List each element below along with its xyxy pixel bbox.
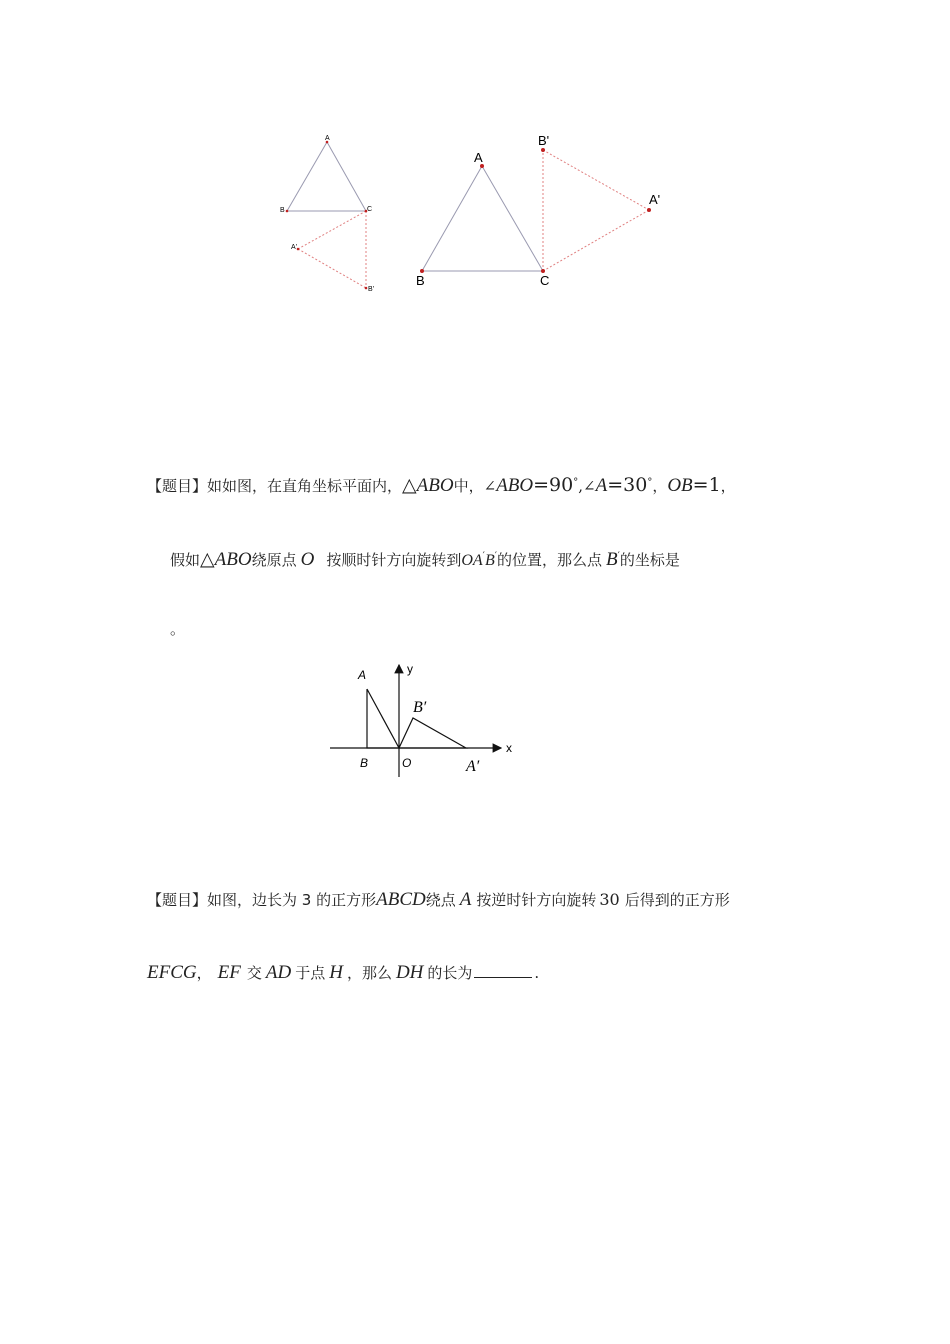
q2-l2-period: . [534, 964, 540, 982]
q2-tag: 【题目】 [147, 891, 208, 909]
q1-tag: 【题目】 [147, 477, 208, 495]
q1-angle-abo-value: =90 [533, 474, 574, 496]
q1-angle-a-name: A [595, 475, 608, 496]
q1-triangle-symbol: △ [402, 474, 417, 496]
q2-math-dh: DH [395, 962, 424, 983]
q2-line2 [147, 962, 539, 984]
q1-l2-math-oa: OA [461, 552, 483, 569]
q1-text-1: 如如图，在直角坐标平面内， [207, 477, 403, 495]
q1-label-y: y [407, 662, 413, 676]
small-label-a-prime: A' [291, 244, 298, 251]
q1-degree-2: ° [647, 477, 653, 488]
q1-l2-triangle-symbol: △ [200, 548, 215, 570]
q1-math-ob: OB [667, 475, 693, 496]
q2-angle-30: 30 [599, 890, 620, 909]
small-side-ab [287, 142, 327, 211]
q2-math-h: H [329, 962, 343, 983]
q2-answer-blank[interactable] [474, 963, 532, 978]
q1-l2-prime-1: ′ [482, 551, 485, 562]
large-label-a: A [474, 150, 483, 165]
q2-math-ad: AD [265, 962, 292, 983]
q1-text-4: ， [720, 477, 736, 495]
q1-text-3: ， [652, 477, 668, 495]
q1-l2-math-b: B [484, 552, 495, 569]
q2-l2-text-2: 交 [246, 964, 262, 982]
small-label-a: A [325, 135, 330, 142]
small-dashed-ca [298, 211, 366, 249]
q2-l2-text-1: ， [196, 964, 212, 982]
q1-comma: , [578, 477, 584, 495]
q1-math-abo: ABO [416, 475, 454, 496]
small-side-ac [327, 142, 366, 211]
q1-l2-math-abo: ABO [214, 549, 252, 570]
large-point-a-prime [647, 208, 651, 212]
q1-label-b: B [360, 756, 369, 770]
q1-line3: 。 [170, 620, 186, 638]
q1-l2-text-2: 绕原点 [251, 551, 297, 569]
large-label-b: B [416, 273, 425, 288]
q1-l2-prime-3: ′ [617, 551, 620, 562]
q2-line1 [147, 889, 730, 911]
q1-l2-prime-2: ′ [494, 551, 498, 562]
q1-l2-text-5: 的坐标是 [619, 551, 680, 569]
rotation-figure [270, 125, 690, 305]
small-label-b-prime: B' [368, 286, 375, 293]
large-label-c: C [540, 273, 550, 288]
small-point-a-prime [297, 248, 300, 251]
q1-l2-text-1: 假如 [170, 551, 201, 569]
q2-l2-text-3: 于点 [295, 964, 326, 982]
q2-text-1: 如图，边长为 3 的正方形 [207, 891, 377, 909]
q1-l2-text-4: 的位置，那么点 [497, 551, 603, 569]
q2-text-2: 绕点 [425, 891, 456, 909]
q1-ob-value: =1 [692, 474, 721, 496]
q1-text-2: 中， [453, 477, 484, 495]
q1-label-a-prime: A′ [466, 758, 480, 775]
large-dashed-ca [543, 210, 649, 271]
q1-coordinate-figure [325, 655, 525, 785]
large-point-b-prime [541, 148, 545, 152]
small-dashed-ab [298, 249, 366, 288]
q2-text-3: 按逆时针方向旋转 [476, 891, 597, 909]
large-side-ab [422, 166, 482, 271]
q1-label-b-prime: B′ [413, 699, 427, 716]
q1-label-x: x [506, 741, 512, 755]
large-triangle [416, 133, 660, 288]
triangle-abo [367, 689, 399, 748]
q1-angle-symbol-1: ∠ [483, 477, 497, 495]
q1-l2-math-o: O [300, 549, 315, 570]
small-point-b [286, 210, 289, 213]
q1-line2 [170, 548, 680, 571]
q2-text-4: 后得到的正方形 [624, 891, 730, 909]
q2-l2-text-4: ，那么 [346, 964, 392, 982]
q1-label-a: A [358, 668, 367, 682]
large-side-ac [482, 166, 543, 271]
q1-angle-symbol-2: ∠ [583, 477, 596, 495]
small-point-b-prime [365, 287, 368, 290]
q1-line1 [147, 474, 736, 497]
q1-angle-abo-name: ABO [496, 475, 534, 496]
small-label-c: C [367, 206, 373, 213]
q1-label-o: O [402, 756, 412, 770]
q1-angle-a-value: =30 [607, 474, 648, 496]
q2-math-a: A [459, 889, 472, 910]
triangle-oa-prime-b-prime [399, 718, 466, 748]
q2-math-abcd: ABCD [376, 889, 426, 910]
q1-l2-math-b-point: B [606, 549, 618, 570]
small-label-b: B [280, 207, 285, 214]
large-dashed-ab [543, 150, 649, 210]
q2-l2-text-5: 的长为 [427, 964, 473, 982]
q1-l2-text-3: 按顺时针方向旋转到 [326, 551, 462, 569]
small-triangle [280, 135, 374, 293]
q2-math-efcg: EFCG [147, 962, 197, 983]
large-label-a-prime: A' [649, 192, 661, 207]
q2-math-ef: EF [217, 962, 241, 983]
large-label-b-prime: B' [538, 133, 550, 148]
q1-degree-1: ° [573, 477, 579, 488]
